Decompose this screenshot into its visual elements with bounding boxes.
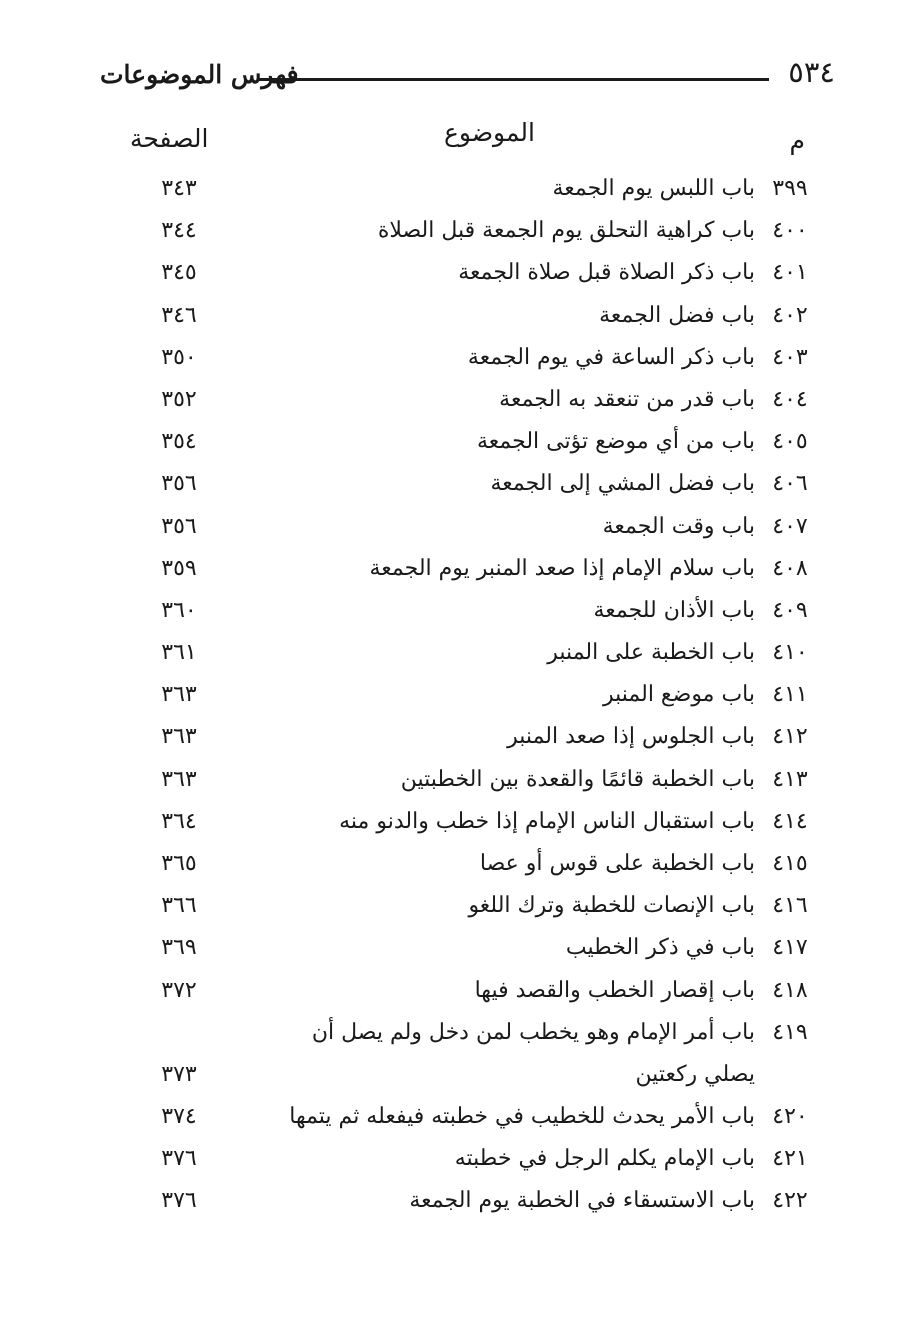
entry-number: ٤٢١: [772, 1145, 808, 1171]
entry-page: ٣٧٢: [161, 977, 197, 1003]
entry-number: ٤١٤: [772, 808, 808, 834]
entry-page: ٣٥٩: [161, 555, 197, 581]
entry-page: ٣٦٠: [161, 597, 197, 623]
entry-number: ٤١٩: [772, 1019, 808, 1045]
entry-topic: باب الأمر يحدث للخطيب في خطبته فيفعله ثم يتمها: [289, 1103, 755, 1129]
entry-page: ٣٤٥: [161, 260, 197, 286]
index-entry: [100, 970, 835, 1012]
entry-page: ٣٤٣: [161, 176, 197, 201]
entry-topic: باب وقت الجمعة: [602, 513, 755, 539]
entry-page: ٣٦٣: [161, 766, 197, 792]
entry-topic: باب سلام الإمام إذا صعد المنبر يوم الجمعة: [369, 555, 755, 581]
entry-page: ٣٦١: [161, 640, 197, 666]
entry-page: ٣٤٦: [161, 302, 197, 328]
entry-topic: باب الخطبة على المنبر: [547, 640, 755, 666]
index-entry: [100, 168, 835, 210]
index-entry: [100, 548, 835, 590]
entry-topic: باب الإنصات للخطبة وترك اللغو: [468, 893, 755, 919]
entry-number: ٤٠٣: [772, 344, 808, 370]
index-entry: [100, 252, 835, 294]
column-header-topic: الموضوع: [444, 118, 535, 147]
entry-page: ٣٦٣: [161, 682, 197, 708]
entry-page: ٣٦٥: [161, 851, 197, 876]
entry-page: ٣٧٤: [161, 1103, 197, 1129]
entry-page: ٣٦٦: [161, 893, 197, 919]
entry-topic: باب في ذكر الخطيب: [565, 935, 755, 961]
column-header-page: الصفحة: [130, 124, 209, 153]
entry-topic: باب الأذان للجمعة: [593, 597, 755, 623]
header-rule: [258, 78, 769, 81]
entry-number: ٤١١: [772, 682, 808, 708]
entry-number: ٤١٨: [772, 977, 808, 1003]
index-entry: [100, 632, 835, 674]
entry-topic: باب قدر من تنعقد به الجمعة: [499, 386, 755, 412]
index-entry: [100, 759, 835, 801]
entry-number: ٤٢٠: [772, 1103, 808, 1129]
index-entries: [100, 168, 835, 1222]
entry-number: ٤٠١: [772, 260, 808, 286]
entry-page: ٣٧٦: [161, 1145, 197, 1171]
entry-page: ٣٧٣: [161, 1061, 197, 1087]
index-entry: [100, 295, 835, 337]
column-header-number: م: [789, 126, 805, 155]
entry-topic: باب الإمام يكلم الرجل في خطبته: [454, 1145, 755, 1171]
entry-topic: باب ذكر الصلاة قبل صلاة الجمعة: [458, 260, 755, 286]
entry-number: ٤١٢: [772, 724, 808, 750]
index-entry: [100, 885, 835, 927]
entry-number: ٤٠٦: [772, 471, 808, 497]
index-entry: [100, 1180, 835, 1222]
entry-topic: باب أمر الإمام وهو يخطب لمن دخل ولم يصل أن يصلي ركعتين: [311, 1019, 755, 1087]
entry-page: ٣٦٤: [161, 808, 197, 834]
entry-number: ٤١٠: [772, 640, 808, 666]
entry-number: ٤١٣: [772, 766, 808, 792]
entry-number: ٤٠٧: [772, 513, 808, 539]
entry-topic: باب اللبس يوم الجمعة: [552, 176, 755, 201]
entry-page: ٣٦٩: [161, 935, 197, 961]
entry-number: ٤٠٨: [772, 555, 808, 581]
entry-topic: باب استقبال الناس الإمام إذا خطب والدنو منه: [339, 808, 755, 834]
entry-number: ٤١٧: [772, 935, 808, 961]
index-entry: [100, 1012, 835, 1096]
index-entry: [100, 801, 835, 843]
column-headers: [100, 118, 835, 162]
entry-number: ٤٠٩: [772, 597, 808, 623]
index-entry: [100, 210, 835, 252]
index-entry: [100, 843, 835, 885]
index-entry: [100, 1096, 835, 1138]
index-entry: [100, 674, 835, 716]
entry-page: ٣٥٠: [161, 344, 197, 370]
entry-topic: باب ذكر الساعة في يوم الجمعة: [467, 344, 755, 370]
index-entry: [100, 379, 835, 421]
index-entry: [100, 1138, 835, 1180]
entry-page: ٣٦٣: [161, 724, 197, 750]
entry-number: ٤٠٤: [772, 386, 808, 412]
entry-page: ٣٥٦: [161, 471, 197, 497]
entry-topic: باب فضل المشي إلى الجمعة: [490, 471, 755, 497]
entry-number: ٤١٦: [772, 893, 808, 919]
entry-topic: باب كراهية التحلق يوم الجمعة قبل الصلاة: [377, 218, 755, 244]
entry-page: ٣٥٤: [161, 429, 197, 455]
index-entry: [100, 421, 835, 463]
entry-page: ٣٤٤: [161, 218, 197, 244]
page-number: ٥٣٤: [788, 55, 835, 89]
entry-number: ٣٩٩: [772, 176, 808, 201]
entry-topic: باب الخطبة قائمًا والقعدة بين الخطبتين: [400, 766, 755, 792]
entry-page: ٣٧٦: [161, 1188, 197, 1214]
index-entry: [100, 716, 835, 758]
page-header: [100, 52, 835, 98]
entry-number: ٤٠٠: [772, 218, 808, 244]
index-entry: [100, 927, 835, 969]
index-entry: [100, 590, 835, 632]
entry-topic: باب الجلوس إذا صعد المنبر: [507, 724, 755, 750]
entry-topic: باب الاستسقاء في الخطبة يوم الجمعة: [409, 1188, 755, 1214]
index-entry: [100, 463, 835, 505]
index-entry: [100, 506, 835, 548]
entry-number: ٤٠٥: [772, 429, 808, 455]
entry-number: ٤١٥: [772, 851, 808, 876]
entry-number: ٤٢٢: [772, 1188, 808, 1214]
entry-page: ٣٥٢: [161, 386, 197, 412]
entry-topic: باب فضل الجمعة: [599, 302, 755, 328]
entry-number: ٤٠٢: [772, 302, 808, 328]
entry-topic: باب موضع المنبر: [602, 682, 755, 708]
index-entry: [100, 337, 835, 379]
entry-page: ٣٥٦: [161, 513, 197, 539]
entry-topic: باب إقصار الخطب والقصد فيها: [474, 977, 755, 1003]
running-title: فهرس الموضوعات: [100, 60, 299, 89]
entry-topic: باب الخطبة على قوس أو عصا: [479, 851, 755, 876]
entry-topic: باب من أي موضع تؤتى الجمعة: [477, 429, 755, 455]
